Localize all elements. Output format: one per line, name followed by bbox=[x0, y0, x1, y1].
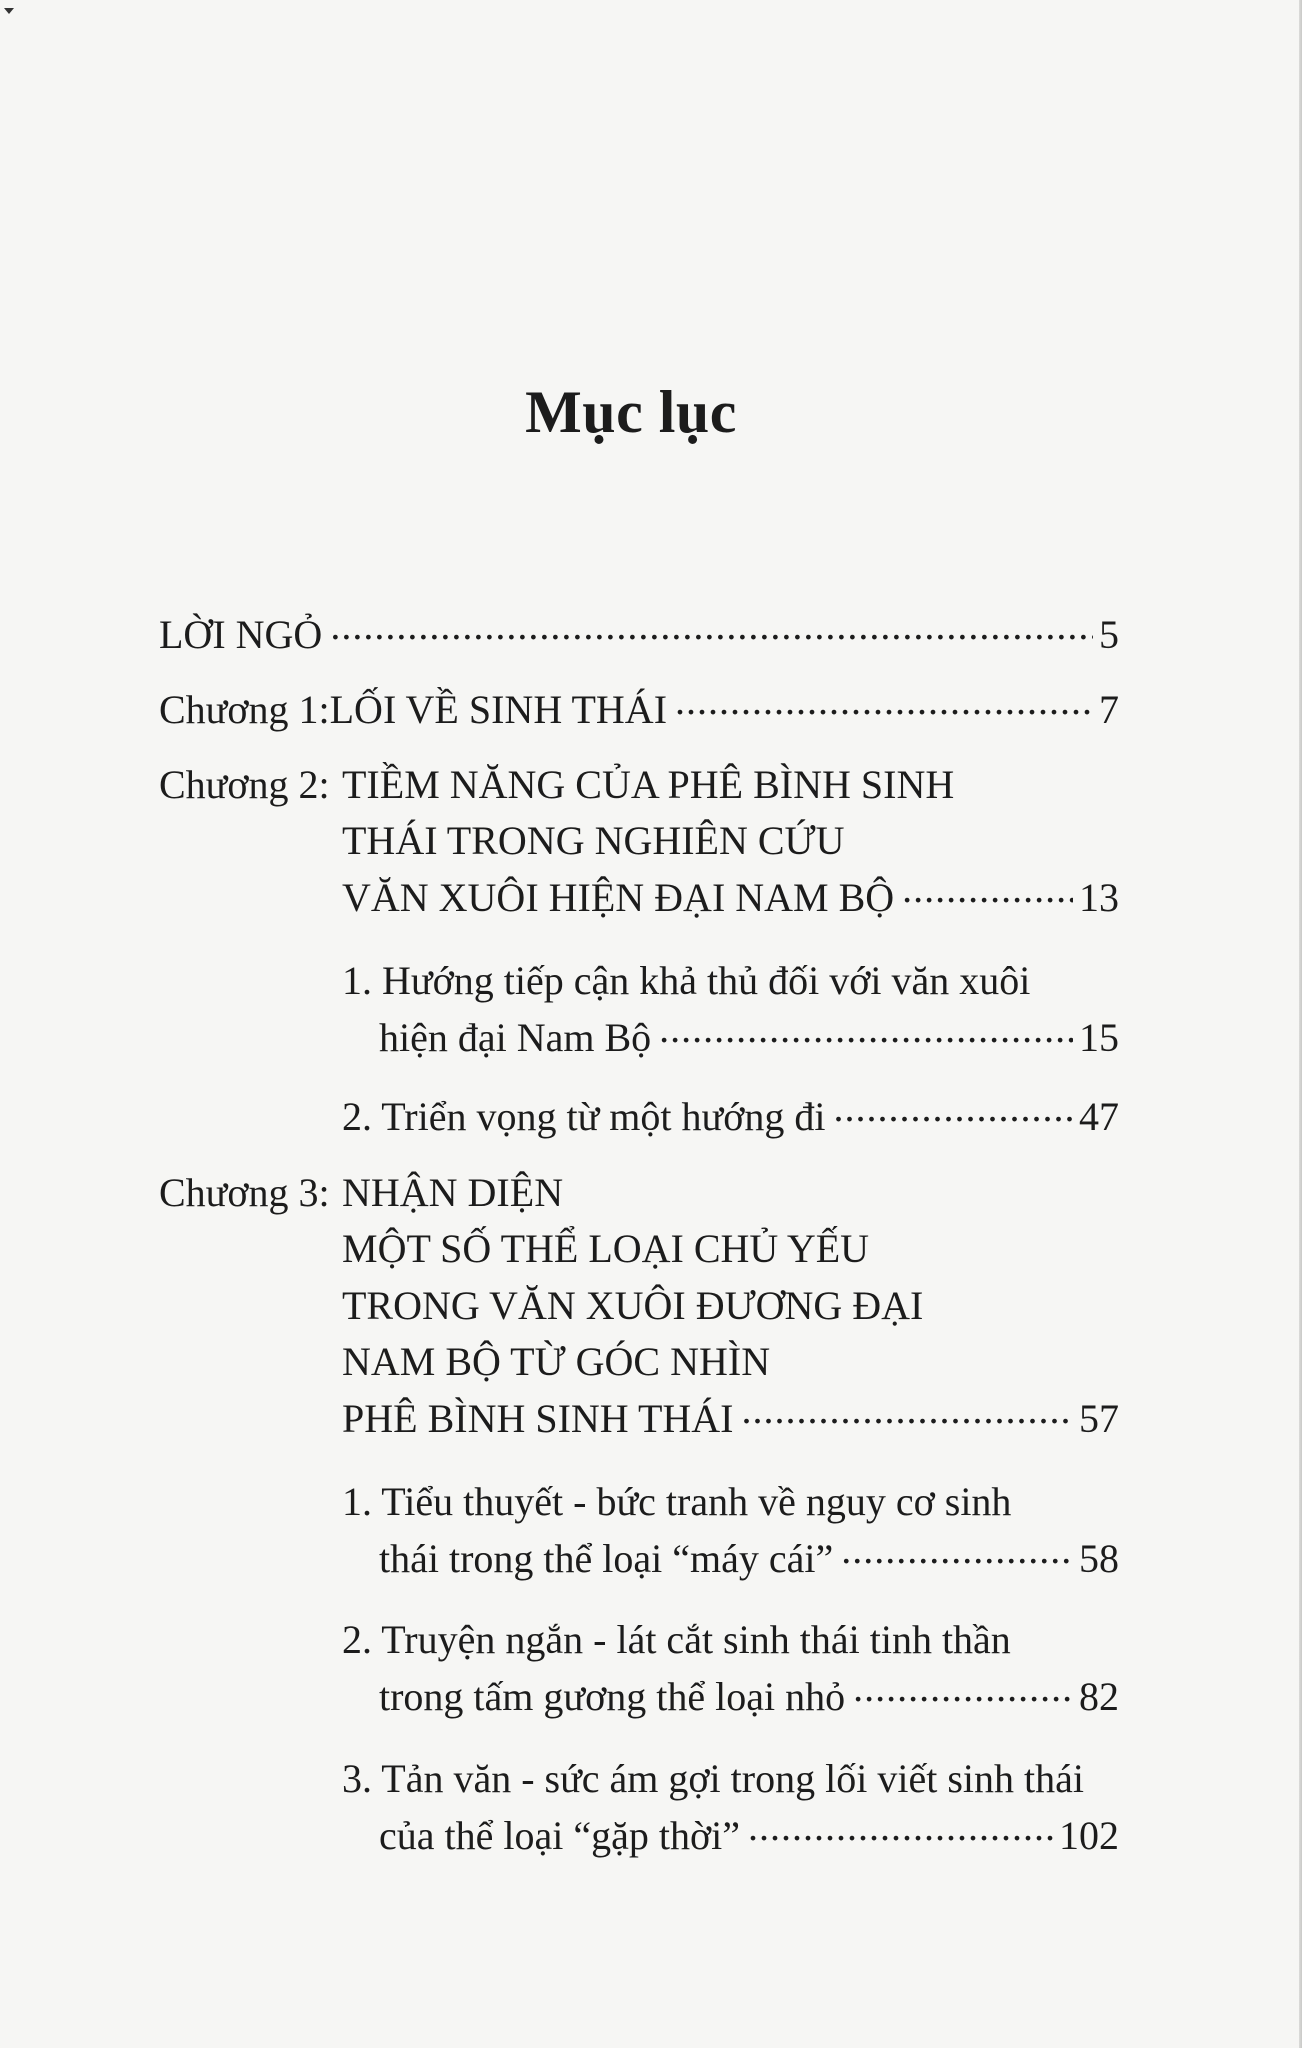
toc-entry-label: LỜI NGỎ bbox=[159, 612, 323, 657]
chapter-title-line[interactable]: MỘT SỐ THỂ LOẠI CHỦ YẾU bbox=[342, 1226, 870, 1271]
toc-entry-label: trong tấm gương thể loại nhỏ bbox=[379, 1674, 846, 1719]
toc-entry-preface[interactable] bbox=[159, 607, 1119, 663]
toc-entry-label: của thể loại “gặp thời” bbox=[379, 1813, 740, 1858]
toc-entry-label: PHÊ BÌNH SINH THÁI bbox=[342, 1396, 734, 1441]
toc-entry-label: hiện đại Nam Bộ bbox=[379, 1015, 652, 1060]
dot-leader bbox=[741, 1392, 1073, 1432]
toc-entry-page: 58 bbox=[1079, 1536, 1119, 1581]
chapter-title-line[interactable]: NAM BỘ TỪ GÓC NHÌN bbox=[342, 1339, 771, 1384]
toc-entry-page: 7 bbox=[1099, 687, 1119, 732]
toc-entry-label: LỐI VỀ SINH THÁI bbox=[329, 687, 668, 732]
dot-leader bbox=[675, 683, 1093, 723]
toc-entry-page: 15 bbox=[1079, 1015, 1119, 1060]
dot-leader bbox=[853, 1670, 1073, 1710]
section-title-line[interactable]: 1. Tiểu thuyết - bức tranh về nguy cơ sinh bbox=[342, 1479, 1012, 1524]
dot-leader bbox=[748, 1809, 1053, 1849]
toc-entry-section-3-3[interactable] bbox=[379, 1808, 1119, 1864]
toc-entry-chapter-2[interactable] bbox=[342, 870, 1119, 926]
toc-title: Mục lục bbox=[525, 379, 737, 445]
toc-entry-section-2-1[interactable] bbox=[379, 1010, 1119, 1066]
toc-entry-chapter-1[interactable] bbox=[159, 682, 1119, 738]
toc-entry-label: VĂN XUÔI HIỆN ĐẠI NAM BỘ bbox=[342, 875, 895, 920]
chapter-title-line[interactable]: THÁI TRONG NGHIÊN CỨU bbox=[342, 818, 845, 863]
chapter-title-line[interactable]: NHẬN DIỆN bbox=[342, 1170, 564, 1215]
chapter-prefix: Chương 2: bbox=[159, 762, 330, 807]
dot-leader bbox=[330, 608, 1093, 648]
corner-mark bbox=[4, 8, 14, 14]
toc-entry-page: 57 bbox=[1079, 1396, 1119, 1441]
section-title-line[interactable]: 2. Truyện ngắn - lát cắt sinh thái tinh thần bbox=[342, 1617, 1011, 1662]
toc-entry-page: 13 bbox=[1079, 875, 1119, 920]
chapter-title-line[interactable]: TIỀM NĂNG CỦA PHÊ BÌNH SINH bbox=[342, 762, 955, 807]
chapter-title-line[interactable]: TRONG VĂN XUÔI ĐƯƠNG ĐẠI bbox=[342, 1283, 924, 1328]
toc-entry-page: 82 bbox=[1079, 1674, 1119, 1719]
toc-entry-page: 47 bbox=[1079, 1094, 1119, 1139]
toc-entry-label: 2. Triển vọng từ một hướng đi bbox=[342, 1094, 826, 1139]
dot-leader bbox=[833, 1090, 1073, 1130]
toc-entry-section-2-2[interactable] bbox=[342, 1089, 1119, 1145]
toc-entry-chapter-3[interactable] bbox=[342, 1391, 1119, 1447]
dot-leader bbox=[659, 1011, 1073, 1051]
toc-entry-label: thái trong thể loại “máy cái” bbox=[379, 1536, 834, 1581]
section-title-line[interactable]: 3. Tản văn - sức ám gợi trong lối viết sinh thái bbox=[342, 1756, 1084, 1801]
toc-entry-page: 5 bbox=[1099, 612, 1119, 657]
section-title-line[interactable]: 1. Hướng tiếp cận khả thủ đối với văn xuôi bbox=[342, 958, 1031, 1003]
dot-leader bbox=[902, 871, 1073, 911]
dot-leader bbox=[841, 1532, 1073, 1572]
toc-entry-section-3-1[interactable] bbox=[379, 1531, 1119, 1587]
toc-entry-section-3-2[interactable] bbox=[379, 1669, 1119, 1725]
chapter-prefix: Chương 1: bbox=[159, 687, 330, 732]
chapter-prefix: Chương 3: bbox=[159, 1170, 330, 1215]
toc-entry-page: 102 bbox=[1059, 1813, 1119, 1858]
